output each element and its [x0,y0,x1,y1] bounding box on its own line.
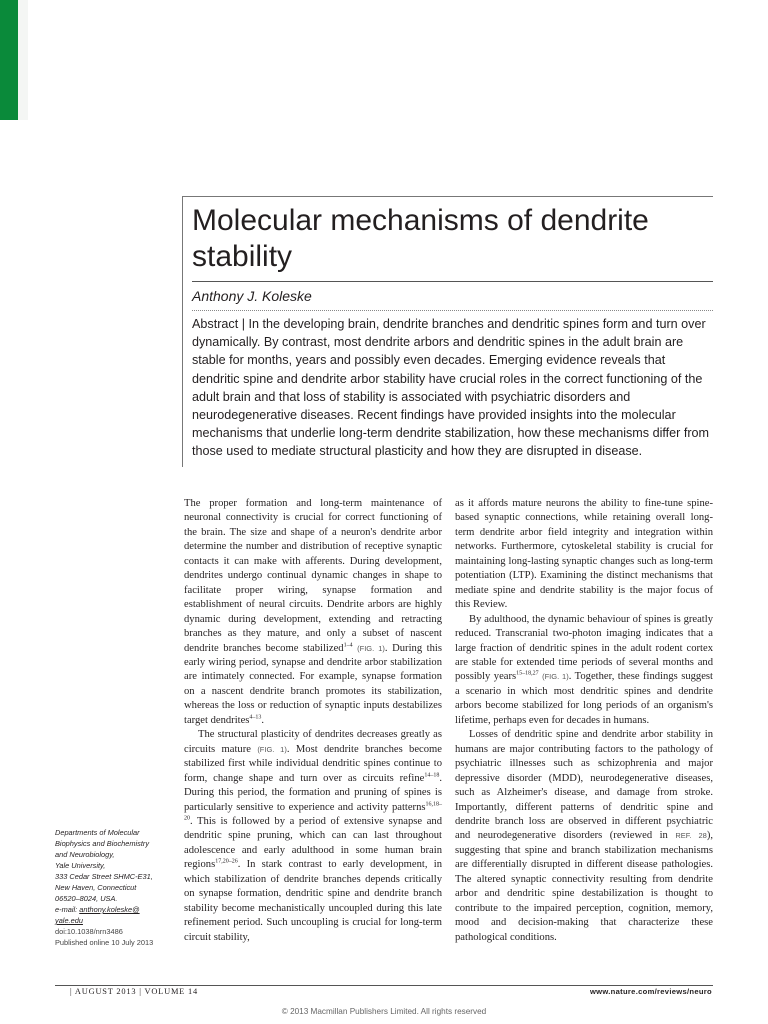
affiliation-line: New Haven, Connecticut [55,883,137,892]
citation-superscript: 14–18 [424,772,440,779]
affiliation-line: Biophysics and Biochemistry [55,839,150,848]
affiliation-line: Departments of Molecular [55,828,140,837]
body-paragraph-2 [184,728,442,945]
copyright-notice: © 2013 Macmillan Publishers Limited. All rights reserved [281,1007,487,1016]
figure-reference-link[interactable]: (FIG. 1) [257,744,287,754]
doi: doi:10.1038/nrn3486 [55,927,123,936]
affiliation-line: Yale University, [55,861,106,870]
journal-url[interactable]: www.nature.com/reviews/neuro [589,987,712,996]
text-run: . This is followed by a period of extensive synapse and dendritic spine pruning, which can can last throughout adolescence and early adulthood in some human brain regions [184,815,442,871]
abstract [183,311,713,467]
email-line [55,904,175,915]
text-run: . Most dendrite branches become stabilized first while individual dendritic spines continue to form, change shape and turn over as circuits refine [184,743,443,784]
journal-accent-bar [0,0,18,120]
citation-superscript: 16,18–20 [184,800,442,822]
text-run: . Together, these findings suggest a scenario in which most dendritic spines and dendrite arbors become stabilized for long periods of an organism's lifetime, perhaps even for decades in humans. [455,671,713,726]
body-paragraph-3: as it affords mature neurons the ability to fine-tune spine-based synaptic connections, while retaining overall long-term dendrite arbor field integrity and integration within networks. Furthermore, cytoskeletal stability is crucial for maintaining long-lasting synaptic changes such as long-term potentiation (LTP). Examining the distinct mechanisms that mediate spine and dendrite stability is the major focus of this Review. [455,498,713,611]
abstract-label: Abstract [192,317,239,331]
citation-superscript: 17,20–26 [215,858,238,865]
reference-link[interactable]: REF. 28 [675,831,707,841]
author-name: Anthony J. Koleske [192,288,312,304]
affiliation-line: and Neurobiology, [55,850,115,859]
citation-superscript: 1–4 [343,642,353,648]
email-link[interactable]: anthony.koleske@ [79,905,140,914]
email-label: e-mail: [55,905,80,914]
body-paragraph-4 [455,613,713,729]
text-run: . During this period, the formation and pruning of spines is particularly sensitive to experience and activity patterns [184,772,442,813]
affiliation-line: 06520–8024, USA. [55,894,118,903]
body-paragraph-5 [455,728,713,945]
author-affiliation [55,827,175,948]
published-date: Published online 10 July 2013 [55,938,154,947]
figure-reference-link[interactable]: (FIG. 1) [542,672,569,682]
text-run: . During this early wiring period, synapse and dendrite arbor stabilization are intimately connected. For example, synapse formation on a nascent dendrite branch promotes its stabilization, whereas the loss or reduction of synaptic inputs destabilizes target dendrites [184,642,442,726]
abstract-separator: | [238,317,249,331]
issue-info: | AUGUST 2013 | VOLUME 14 [70,987,198,996]
title-line-2: stability [192,240,293,273]
citation-superscript: 4–13 [249,714,262,721]
text-run: Losses of dendritic spine and dendrite arbor stability in humans are major contributing factors to the pathology of psychiatric illnesses such as schizophrenia and major depressive disorder (MDD), neurodegenerative diseases, such as Alzheimer's disease, and damage from stroke. Importantly, different patterns of dendritic spine and dendrite branch loss are observed in different psychiatric and neurodegenerative disorders (reviewed in [455,729,713,842]
accent-bar-shadow [18,0,28,120]
affiliation-line: 333 Cedar Street SHMC-E31, [55,872,153,881]
citation-superscript: 15–18,27 [516,670,539,677]
body-paragraph-1 [184,497,442,728]
figure-reference-link[interactable]: (FIG. 1) [357,643,385,653]
text-run: The proper formation and long-term maintenance of neuronal connectivity is crucial for correct functioning of the brain. The size and shape of a neuron's dendrite arbor determine the number and distribution of receptive synaptic contacts it can make with afferents. During development, dendrites undergo continual dynamic changes in shape to facilitate proper wiring, synapse formation and establishment of neural circuits. Dendrite arbors are highly dynamic during development, extending and retracting branches as they mature, and only a subset of nascent dendrite branches become stabilized [184,498,442,654]
email-link-continued[interactable]: yale.edu [55,916,83,925]
article-title [183,197,713,275]
text-run: ), suggesting that spine and branch stabilization mechanisms are differentially disrupted in different disease pathologies. The altered synaptic connectivity resulting from dendrite arbor and dendritic spine destabilization is thought to contribute to the impaired perception, cognition, memory, mood and decision-making that characterize these pathological conditions. [455,830,713,943]
body-column-left [184,497,442,945]
title-line-1: Molecular mechanisms of dendrite [192,204,649,237]
body-column-right [455,497,713,945]
text-run: By adulthood, the dynamic behaviour of spines is greatly reduced. Transcranial two-photon imaging indicates that a large fraction of dendritic spines in the adult rodent cortex are stable for extended time periods of several months and possibly years [455,613,713,683]
title-block [182,196,713,467]
text-run: . In stark contrast to early development, in which stabilization of dendrite branches depends critically on synapse formation, dendritic spine and dendrite branch stability become mechanistically uncoupled during this late refinement period. Such uncoupling is crucial for long-term circuit stability, [184,859,442,943]
text-run: . [261,714,265,726]
footer-rule [55,985,713,986]
text-run: The structural plasticity of dendrites decreases greatly as circuits mature [184,729,442,755]
abstract-text: In the developing brain, dendrite branches and dendritic spines form and turn over dynamically. By contrast, most dendrite arbors and dendritic spines in the adult brain are stable for months, years and possibly even decades. Emerging evidence reveals that dendritic spine and dendrite arbor stability have crucial roles in the correct functioning of the adult brain and that loss of stability is associated with psychiatric disorders and neurodegenerative diseases. Recent findings have provided insights into the molecular mechanisms that underlie long-term dendrite stabilization, how these mechanisms differ from those used to mediate structural plasticity and how they are disrupted in disease. [192,317,710,459]
